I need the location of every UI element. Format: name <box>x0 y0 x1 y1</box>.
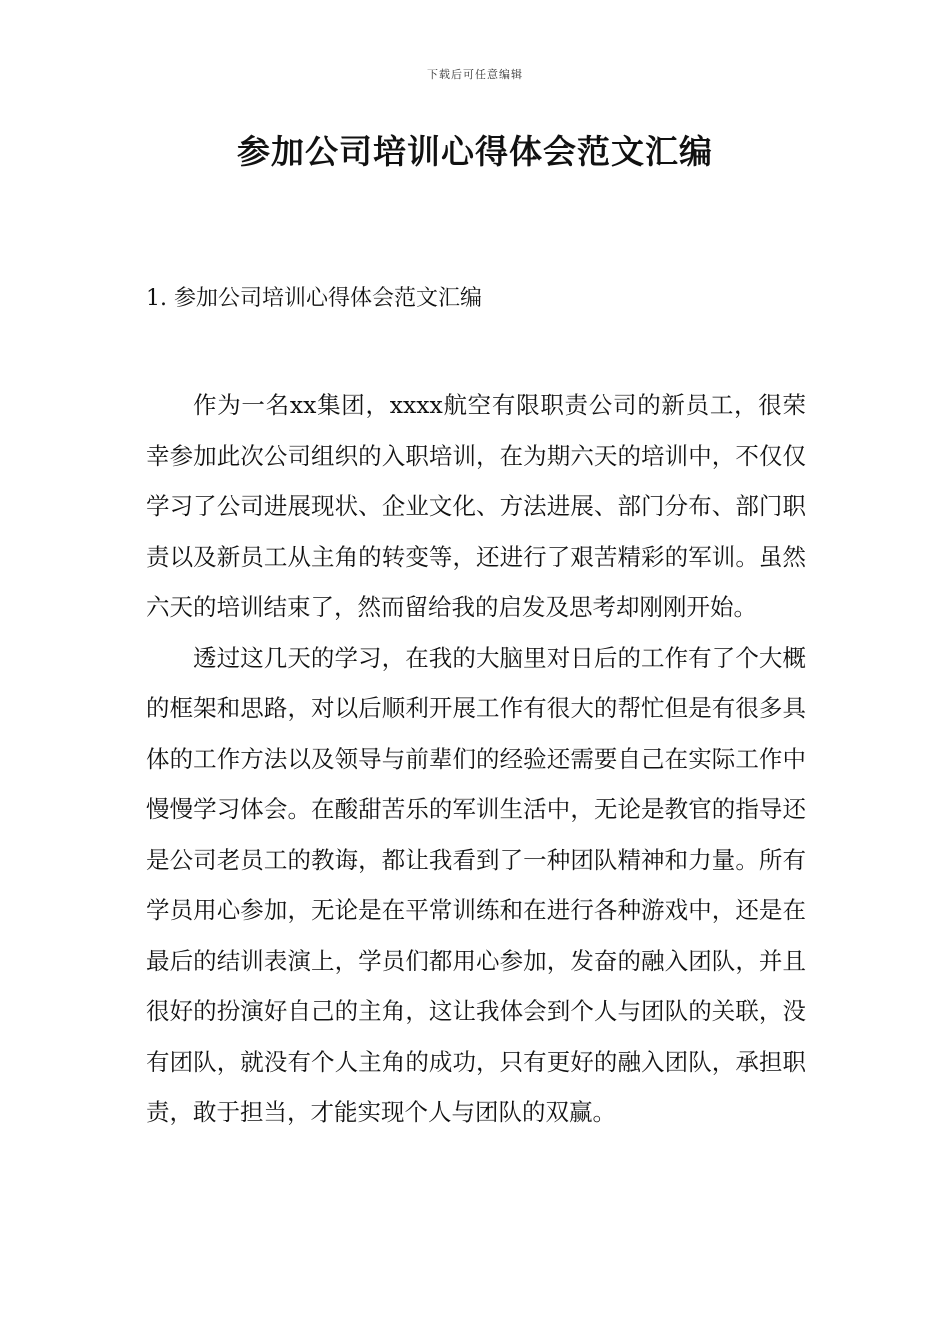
document-title: 参加公司培训心得体会范文汇编 <box>237 132 713 171</box>
paragraph-2: 透过这几天的学习，在我的大脑里对日后的工作有了个大概的框架和思路，对以后顺利开展工作有很大的帮忙但是有很多具体的工作方法以及领导与前辈们的经验还需要自己在实际工作中慢慢学习体会。在酸甜苦乐的军训生活中，无论是教官的指导还是公司老员工的教诲，都让我看到了一种团队精神和力量。所有学员用心参加，无论是在平常训练和在进行各种游戏中，还是在最后的结训表演上，学员们都用心参加，发奋的融入团队，并且很好的扮演好自己的主角，这让我体会到个人与团队的关联，没有团队，就没有个人主角的成功，只有更好的融入团队，承担职责，敢于担当，才能实现个人与团队的双赢。 <box>146 643 806 1126</box>
header-note: 下载后可任意编辑 <box>427 68 523 81</box>
paragraph-1: 作为一名xx集团，xxxx航空有限职责公司的新员工，很荣幸参加此次公司组织的入职培训，在为期六天的培训中，不仅仅学习了公司进展现状、企业文化、方法进展、部门分布、部门职责以及新员工从主角的转变等，还进行了艰苦精彩的军训。虽然六天的培训结束了，然而留给我的启发及思考却刚刚开始。 <box>146 391 806 621</box>
body-text <box>146 380 806 1138</box>
section-heading: 1. 参加公司培训心得体会范文汇编 <box>146 286 482 311</box>
